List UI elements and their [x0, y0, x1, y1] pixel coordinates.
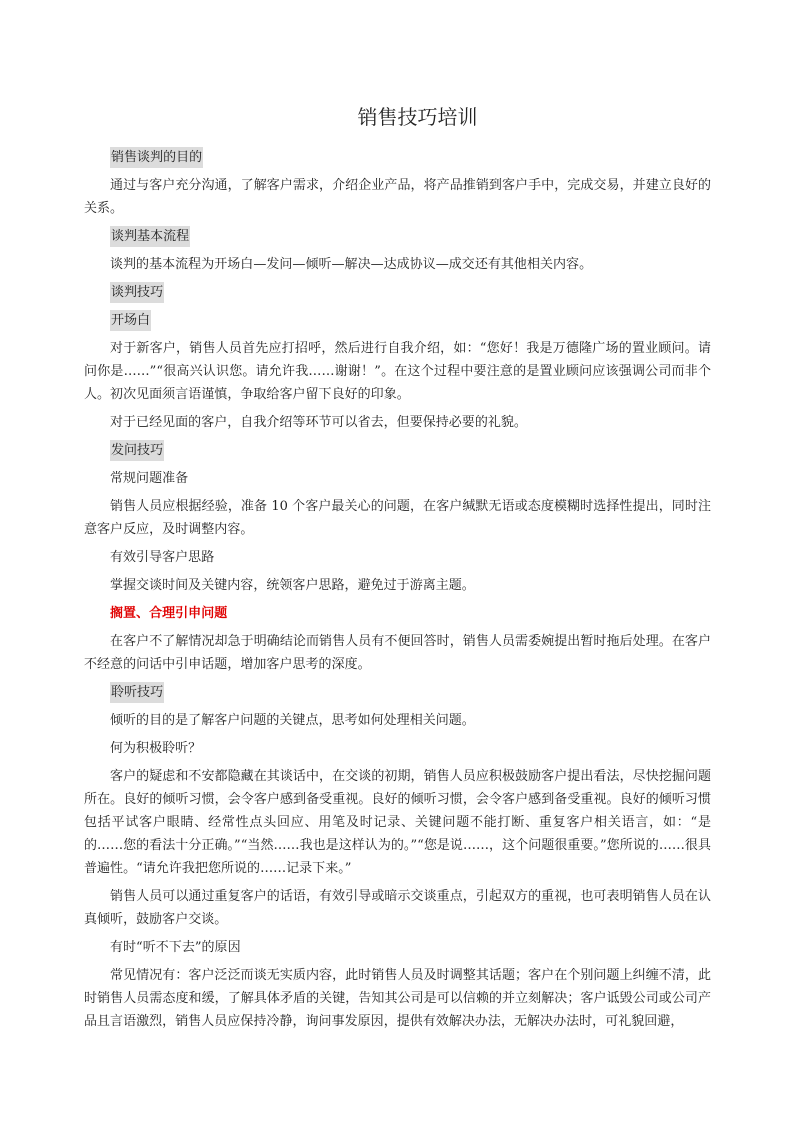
- section-heading-text: 谈判技巧: [110, 282, 164, 303]
- paragraph: 对于已经见面的客户，自我介绍等环节可以省去，但要保持必要的礼貌。: [110, 415, 527, 430]
- paragraph: 通过与客户充分沟通，了解客户需求，介绍企业产品，将产品推销到客户手中，完成交易，并建立良好的关系。: [84, 178, 711, 216]
- paragraph: 倾听的目的是了解客户问题的关键点，思考如何处理相关问题。: [110, 713, 475, 728]
- paragraph: 掌握交谈时间及关键内容，统领客户思路，避免过于游离主题。: [110, 578, 475, 593]
- paragraph: 谈判的基本流程为开场白—发问—倾听—解决—达成协议—成交还有其他相关内容。: [110, 257, 593, 272]
- paragraph: 客户的疑虑和不安都隐藏在其谈话中，在交谈的初期，销售人员应积极鼓励客户提出看法，尽快挖掘问题所在。良好的倾听习惯，会令客户感到备受重视。良好的倾听习惯，会令客户感到备受重视。良好的倾听习惯包括平试客户眼睛、经常性点头回应、用笔及时记录、关键问题不能打断、重复客户相关语言，如：“是的……您的看法十分正确。”“当然……我也是这样认为的。”“您是说……，这个问题很重要。”您所说的……很具普遍性。“请允许我把您所说的……记录下来。”: [84, 769, 711, 876]
- section-heading-text: 开场白: [110, 310, 151, 331]
- section-heading-text: 发问技巧: [110, 440, 164, 461]
- paragraph: 销售人员可以通过重复客户的话语，有效引导或暗示交谈重点，引起双方的重视，也可表明销售人员在认真倾听，鼓励客户交谈。: [84, 889, 711, 927]
- section-heading: [84, 225, 711, 248]
- document-title: 销售技巧培训: [357, 105, 478, 129]
- document-page: [84, 100, 711, 1038]
- paragraph: 对于新客户，销售人员首先应打招呼，然后进行自我介绍，如：“您好！我是万德隆广场的置业顾问。请问你是……”“很高兴认识您。请允许我……谢谢！”。在这个过程中要注意的是置业顾问应该强调公司而非个人。初次见面须言语谨慎，争取给客户留下良好的印象。: [84, 341, 711, 402]
- section-heading-text: 聆听技巧: [110, 682, 164, 703]
- section-heading-text: 销售谈判的目的: [110, 147, 203, 168]
- section-heading: [84, 146, 711, 169]
- paragraph: 在客户不了解情况却急于明确结论而销售人员有不便回答时，销售人员需委婉提出暂时拖后处理。在客户不经意的问话中引申话题，增加客户思考的深度。: [84, 634, 711, 672]
- paragraph: 销售人员应根据经验，准备 10 个客户最关心的问题，在客户缄默无语或态度模糊时选择性提出，同时注意客户反应，及时调整内容。: [84, 499, 711, 537]
- subheading: 有效引导客户思路: [110, 550, 215, 565]
- document-body: [84, 146, 711, 1033]
- paragraph: 常见情况有：客户泛泛而谈无实质内容，此时销售人员及时调整其话题；客户在个别问题上纠缠不清，此时销售人员需态度和缓，了解具体矛盾的关键，告知其公司是可以信赖的并立刻解决；客户诋毁公司或公司产品且言语激烈，销售人员应保持冷静，询问事发原因，提供有效解决办法，无解决办法时，可礼貌回避，: [84, 968, 711, 1029]
- section-heading: [84, 439, 711, 462]
- section-heading: [84, 681, 711, 704]
- subheading: 何为积极聆听？: [110, 741, 202, 756]
- section-heading-text: 谈判基本流程: [110, 226, 190, 247]
- highlighted-subheading: 搁置、合理引申问题: [110, 606, 228, 621]
- section-heading: [84, 281, 711, 304]
- subheading: 常规问题准备: [110, 471, 189, 486]
- subheading: 有时“听不下去”的原因: [110, 940, 241, 955]
- section-heading: [84, 309, 711, 332]
